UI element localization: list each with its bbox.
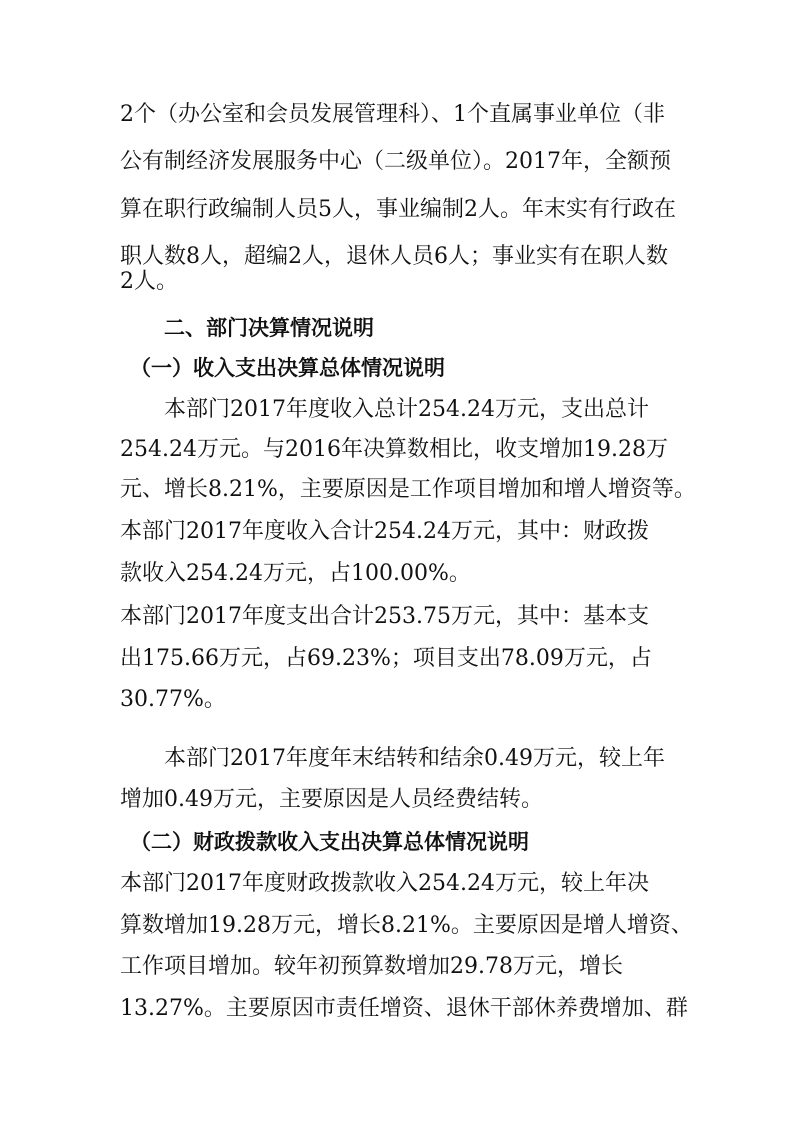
paragraph-line: 增加0.49万元，主要原因是人员经费结转。	[120, 787, 543, 812]
subsection-title: （一）收入支出决算总体情况说明	[130, 356, 445, 380]
paragraph-line: 本部门2017年度收入总计254.24万元，支出总计	[164, 397, 649, 422]
paragraph-line: 款收入254.24万元，占100.00%。	[120, 561, 471, 586]
paragraph-line: 本部门2017年度支出合计253.75万元，其中：基本支	[120, 604, 649, 629]
paragraph-line: 工作项目增加。较年初预算数增加29.78万元，增长	[120, 954, 623, 979]
paragraph-line: 本部门2017年度收入合计254.24万元，其中：财政拨	[120, 519, 649, 544]
paragraph-line: 算数增加19.28万元，增长8.21%。主要原因是增人增资、	[120, 913, 693, 938]
paragraph-line: 元、增长8.21%，主要原因是工作项目增加和增人增资等。	[120, 477, 696, 502]
paragraph-line: 13.27%。主要原因市责任增资、退休干部休养费增加、群	[120, 996, 688, 1021]
text-line: 2个（办公室和会员发展管理科）、1个直属事业单位（非	[120, 102, 665, 127]
paragraph-line: 出175.66万元，占69.23%；项目支出78.09万元，占	[120, 646, 652, 671]
text-line: 2人。	[120, 269, 178, 294]
subsection-title: （二）财政拨款收入支出决算总体情况说明	[130, 830, 529, 854]
paragraph-line: 本部门2017年度财政拨款收入254.24万元，较上年决	[120, 871, 649, 896]
text-line: 算在职行政编制人员5人，事业编制2人。年末实有行政在	[120, 197, 676, 222]
text-line: 公有制经济发展服务中心（二级单位）。2017年，全额预	[120, 149, 671, 174]
paragraph-line: 254.24万元。与2016年决算数相比，收支增加19.28万	[120, 437, 668, 462]
text-line: 职人数8人，超编2人，退休人员6人；事业实有在职人数	[120, 244, 668, 269]
section-title: 二、部门决算情况说明	[164, 316, 374, 340]
paragraph-line: 30.77%。	[120, 687, 226, 712]
paragraph-line: 本部门2017年度年末结转和结余0.49万元，较上年	[164, 746, 665, 771]
